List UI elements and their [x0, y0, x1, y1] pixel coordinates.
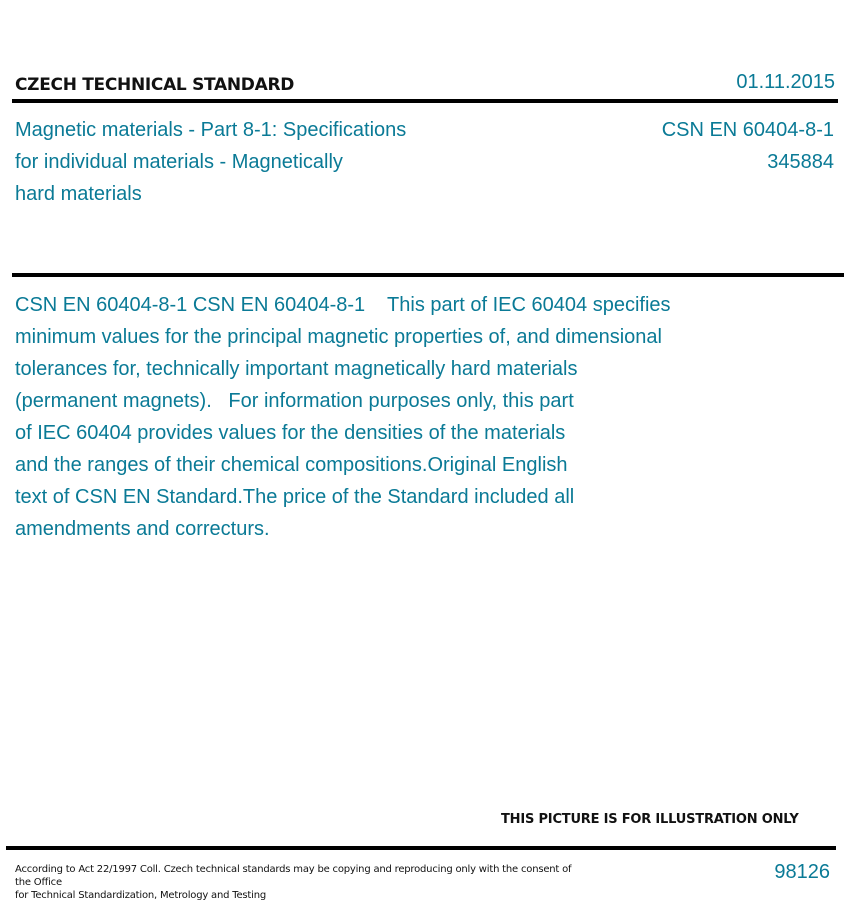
description-line: tolerances for, technically important magnetically hard materials [15, 358, 578, 380]
legal-line: According to Act 22/1997 Coll. Czech technical standards may be copying and reproducing only with the consent of the Office [15, 864, 572, 888]
title-line: for individual materials - Magnetically [15, 151, 343, 173]
description-line: of IEC 60404 provides values for the densities of the materials [15, 422, 566, 444]
header-divider [12, 99, 838, 103]
footer-divider [6, 846, 836, 850]
description-line: and the ranges of their chemical compositions.Original English [15, 454, 568, 476]
legal-notice [15, 863, 585, 902]
title-line: hard materials [15, 183, 142, 205]
standard-type-heading: CZECH TECHNICAL STANDARD [15, 75, 295, 95]
description-line: text of CSN EN Standard.The price of the Standard included all [15, 486, 575, 508]
description-line: CSN EN 60404-8-1 CSN EN 60404-8-1 This part of IEC 60404 specifies [15, 294, 671, 316]
standard-identifiers [662, 114, 834, 178]
illustration-note: THIS PICTURE IS FOR ILLUSTRATION ONLY [501, 812, 799, 827]
standard-description [15, 289, 730, 545]
description-line: amendments and correcturs. [15, 518, 270, 540]
catalog-number: 345884 [767, 151, 834, 173]
standard-title [15, 114, 455, 210]
page-number: 98126 [774, 861, 830, 883]
section-divider [12, 273, 844, 277]
standard-code: CSN EN 60404-8-1 [661, 119, 834, 141]
description-line: minimum values for the principal magnetic properties of, and dimensional [15, 326, 662, 348]
legal-line: for Technical Standardization, Metrology and Testing [15, 890, 266, 901]
title-line: Magnetic materials - Part 8-1: Specifications [15, 119, 407, 141]
publication-date: 01.11.2015 [736, 71, 835, 93]
description-line: (permanent magnets). For information purposes only, this part [15, 390, 574, 412]
